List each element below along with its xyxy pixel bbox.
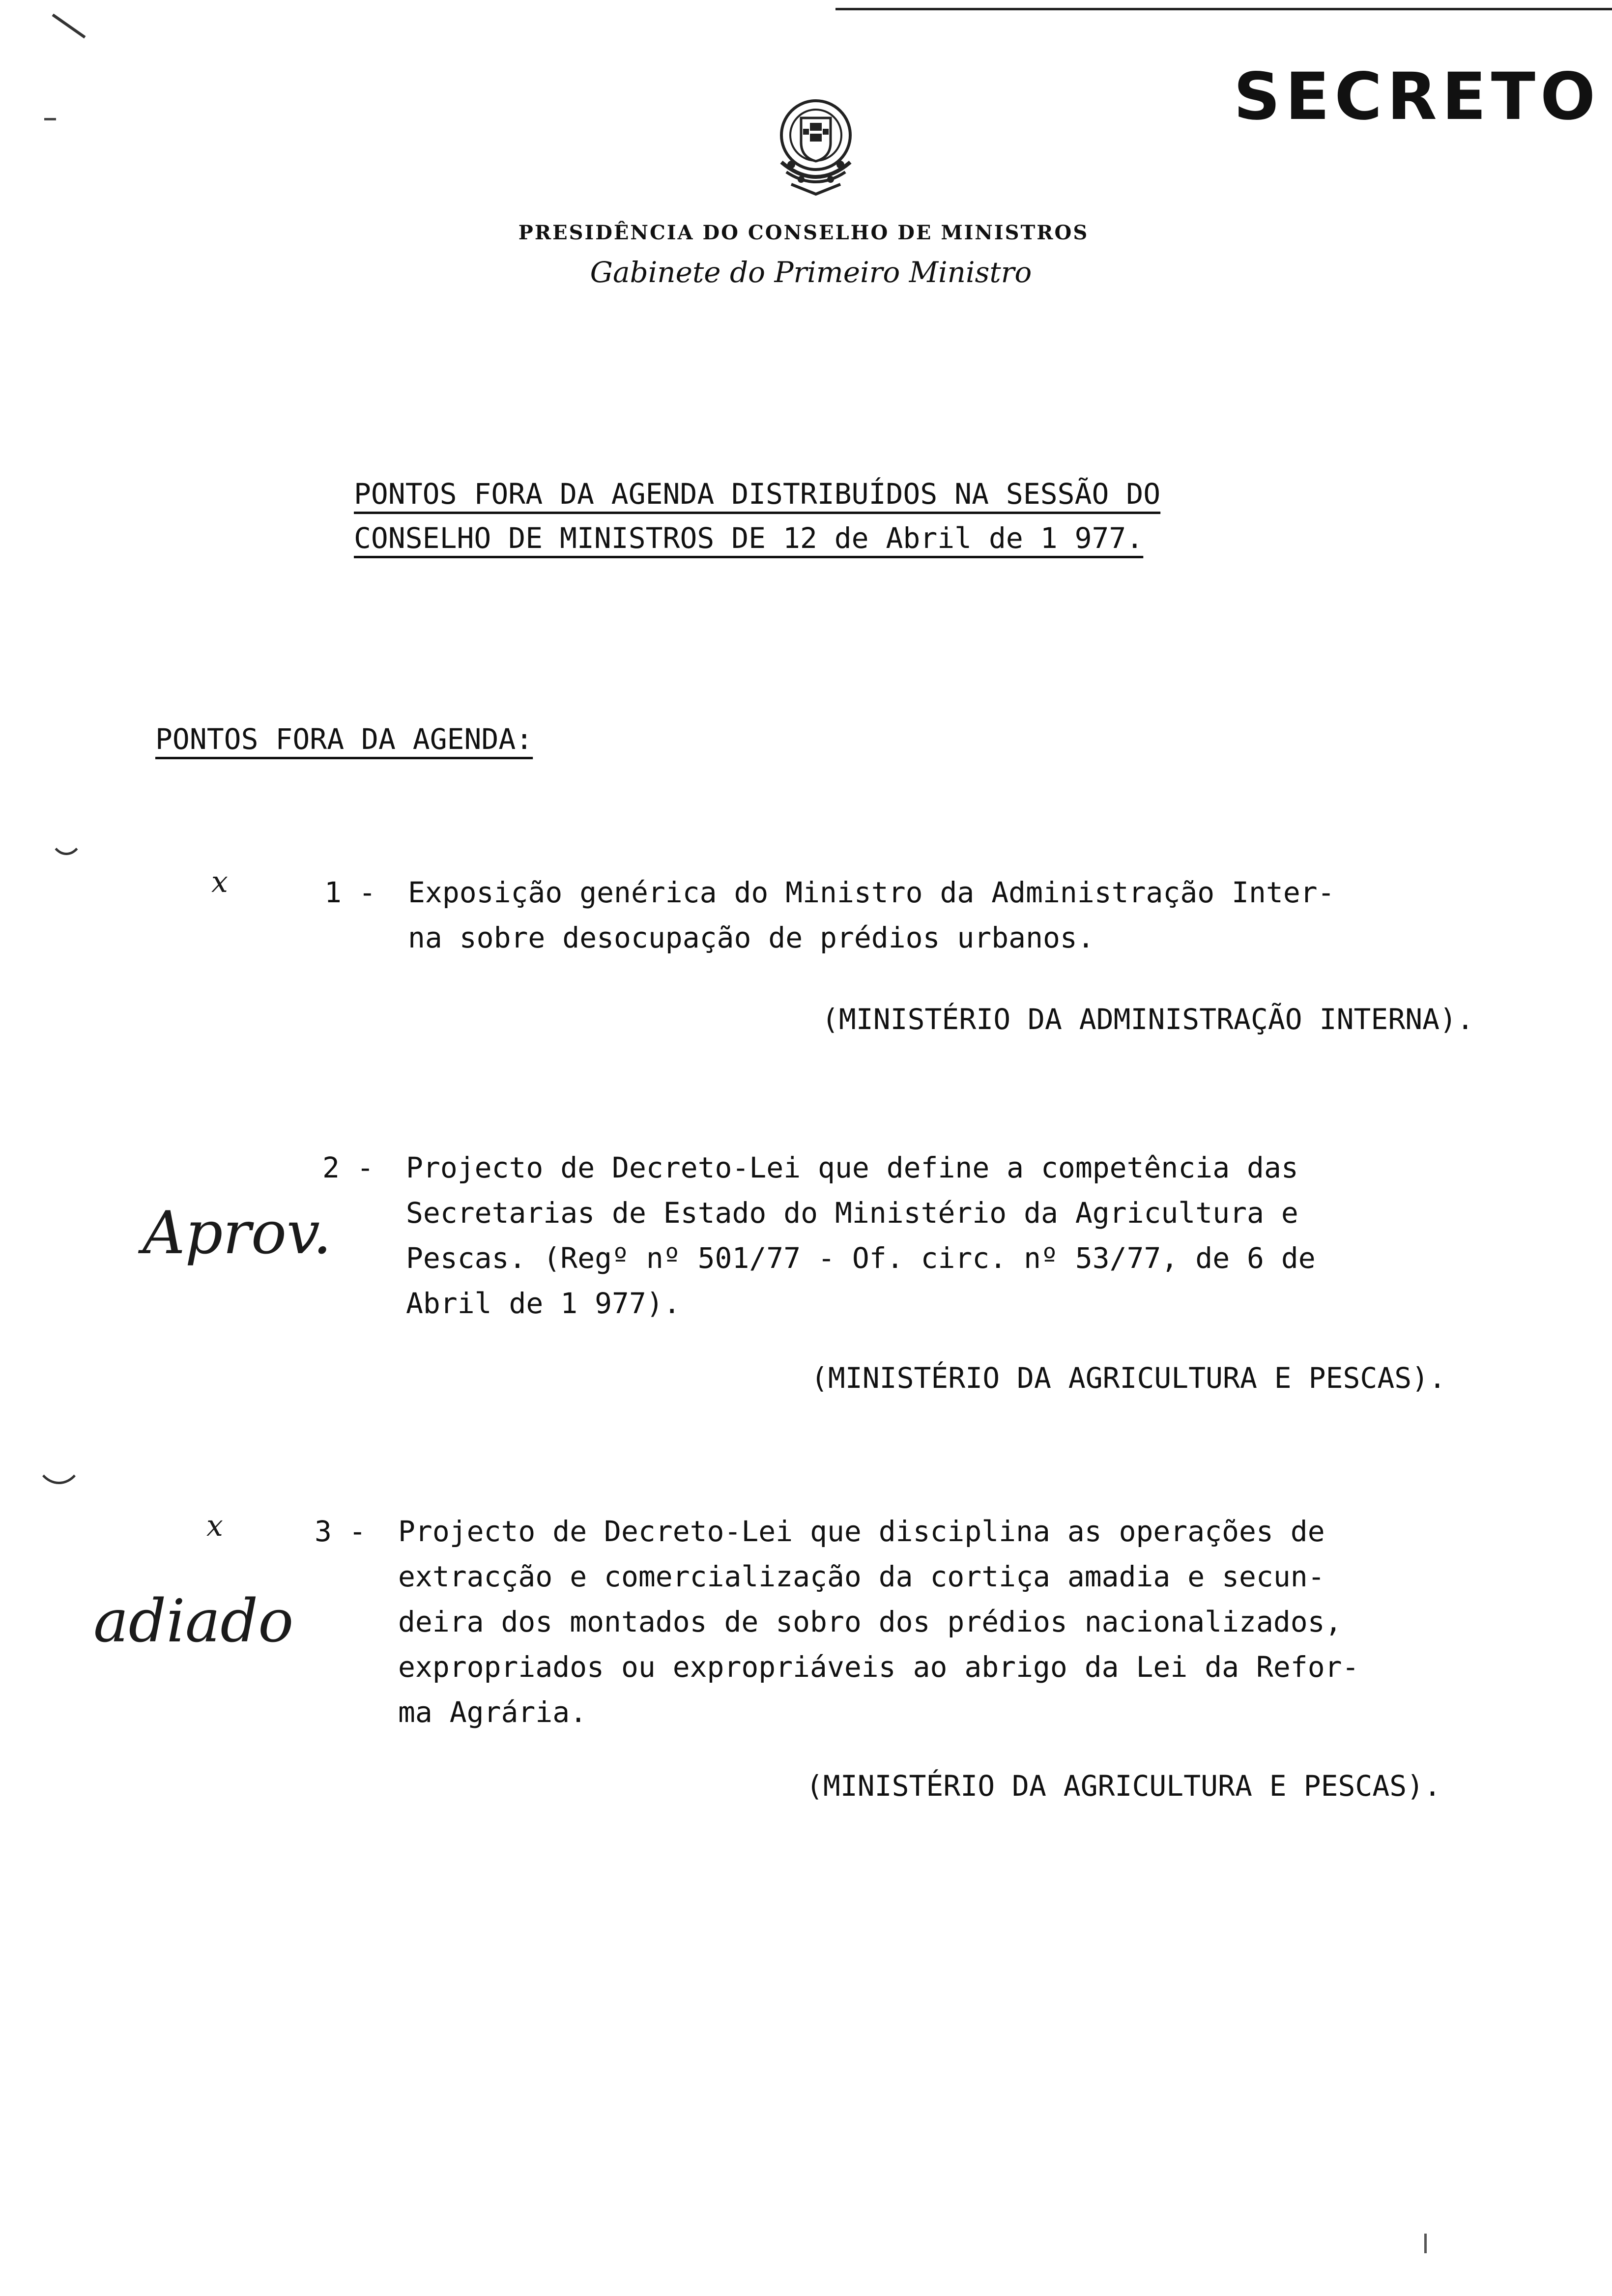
item-text-line: Pescas. (Regº nº 501/77 - Of. circ. nº 53/77, de 6 de [406,1241,1316,1275]
item-text-line: ma Agrária. [398,1695,587,1729]
letterhead-office: Gabinete do Primeiro Ministro [590,256,1032,289]
section-title: PONTOS FORA DA AGENDA: [155,722,533,756]
top-edge-line [835,8,1612,10]
punch-hole-mark [49,811,84,855]
item-text-line: expropriados ou expropriáveis ao abrigo da Lei da Refor- [398,1650,1359,1684]
heading-line: PONTOS FORA DA AGENDA DISTRIBUÍDOS NA SESSÃO DO [354,477,1161,511]
item-text [408,870,1335,960]
item-number: 1 - [324,876,376,909]
item-ministry: (MINISTÉRIO DA AGRICULTURA E PESCAS). [811,1361,1446,1395]
item-text-line: Projecto de Decreto-Lei que define a competência das [406,1151,1298,1184]
item-number: 2 - [322,1151,374,1184]
classification-stamp: SECRETO [1234,59,1601,135]
item-text [398,1509,1359,1735]
item-ministry: (MINISTÉRIO DA AGRICULTURA E PESCAS). [806,1769,1441,1803]
letterhead-institution: PRESIDÊNCIA DO CONSELHO DE MINISTROS [518,221,1089,244]
punch-hole-mark [34,1425,84,1484]
item-text-line: deira dos montados de sobro dos prédios nacionalizados, [398,1605,1342,1638]
item-ministry: (MINISTÉRIO DA ADMINISTRAÇÃO INTERNA). [822,1003,1474,1036]
margin-handwritten-note: Aprov. [143,1199,332,1267]
margin-handwritten-note: adiado [93,1587,294,1656]
item-text-line: Abril de 1 977). [406,1287,681,1320]
item-text-line: na sobre desocupação de prédios urbanos. [408,921,1094,954]
item-text [406,1145,1316,1326]
document-heading [354,472,1297,560]
margin-check-mark: x [206,1509,223,1543]
scan-mark [52,14,86,39]
scan-mark [44,118,56,120]
margin-check-mark: x [211,865,228,899]
item-text-line: Projecto de Decreto-Lei que disciplina as operações de [398,1515,1325,1548]
item-text-line: Secretarias de Estado do Ministério da Agricultura e [406,1196,1298,1230]
coat-of-arms-icon [757,88,875,206]
heading-line: CONSELHO DE MINISTROS DE 12 de Abril de 1 977. [354,521,1144,555]
scan-mark [1424,2234,1427,2253]
item-text-line: extracção e comercialização da cortiça amadia e secun- [398,1560,1325,1593]
item-text-line: Exposição genérica do Ministro da Administração Inter- [408,876,1335,909]
item-number: 3 - [315,1515,366,1548]
